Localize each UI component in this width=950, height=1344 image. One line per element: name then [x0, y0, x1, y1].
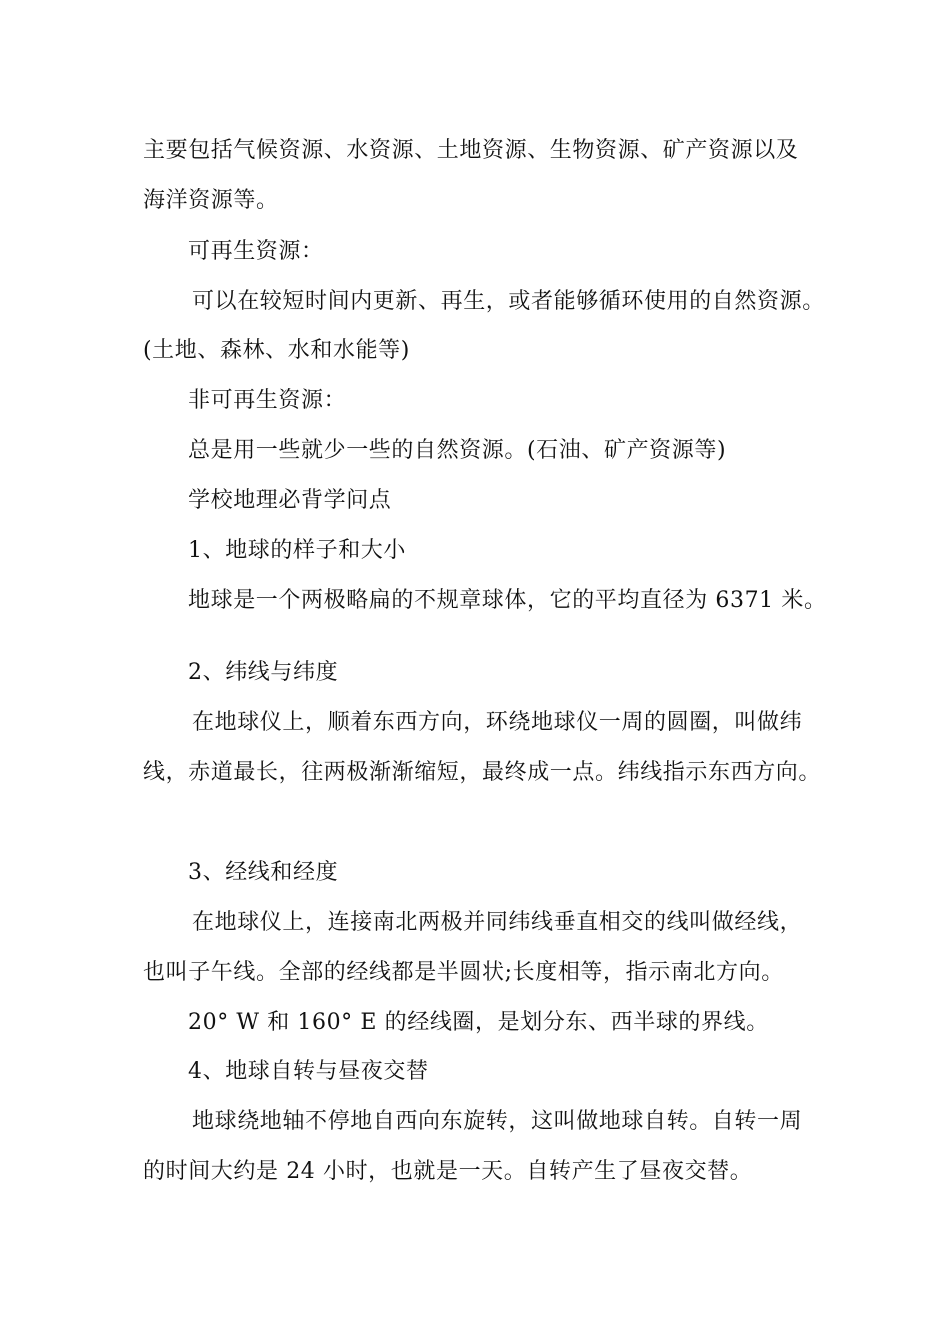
text-line: 在地球仪上，顺着东西方向，环绕地球仪一周的圆圈，叫做纬 — [192, 710, 803, 735]
text-line: 海洋资源等。 — [143, 188, 279, 213]
section-heading: 2、纬线与纬度 — [188, 660, 339, 685]
section-heading: 3、经线和经度 — [188, 860, 339, 885]
text-line: 的时间大约是 24 小时，也就是一天。自转产生了昼夜交替。 — [143, 1159, 753, 1184]
text-line: 地球是一个两极略扁的不规章球体，它的平均直径为 6371 米。 — [188, 588, 827, 613]
section-heading: 可再生资源： — [188, 239, 324, 264]
section-heading: 非可再生资源： — [188, 388, 347, 413]
section-heading: 1、地球的样子和大小 — [188, 538, 406, 563]
text-line: (土地、森林、水和水能等) — [143, 338, 410, 363]
text-line: 也叫子午线。全部的经线都是半圆状;长度相等，指示南北方向。 — [143, 960, 784, 985]
text-line: 主要包括气候资源、水资源、土地资源、生物资源、矿产资源以及 — [143, 138, 799, 163]
section-heading: 4、地球自转与昼夜交替 — [188, 1059, 429, 1084]
document-title: 学校地理必背学问点 — [188, 488, 392, 513]
text-line: 地球绕地轴不停地自西向东旋转，这叫做地球自转。自转一周 — [192, 1109, 803, 1134]
text-line: 总是用一些就少一些的自然资源。(石油、矿产资源等) — [188, 438, 727, 463]
text-line: 可以在较短时间内更新、再生，或者能够循环使用的自然资源。 — [192, 289, 825, 314]
text-line: 20° W 和 160° E 的经线圈，是划分东、西半球的界线。 — [188, 1010, 769, 1035]
text-line: 线，赤道最长，往两极渐渐缩短，最终成一点。纬线指示东西方向。 — [143, 760, 822, 785]
text-line: 在地球仪上，连接南北两极并同纬线垂直相交的线叫做经线， — [192, 910, 803, 935]
